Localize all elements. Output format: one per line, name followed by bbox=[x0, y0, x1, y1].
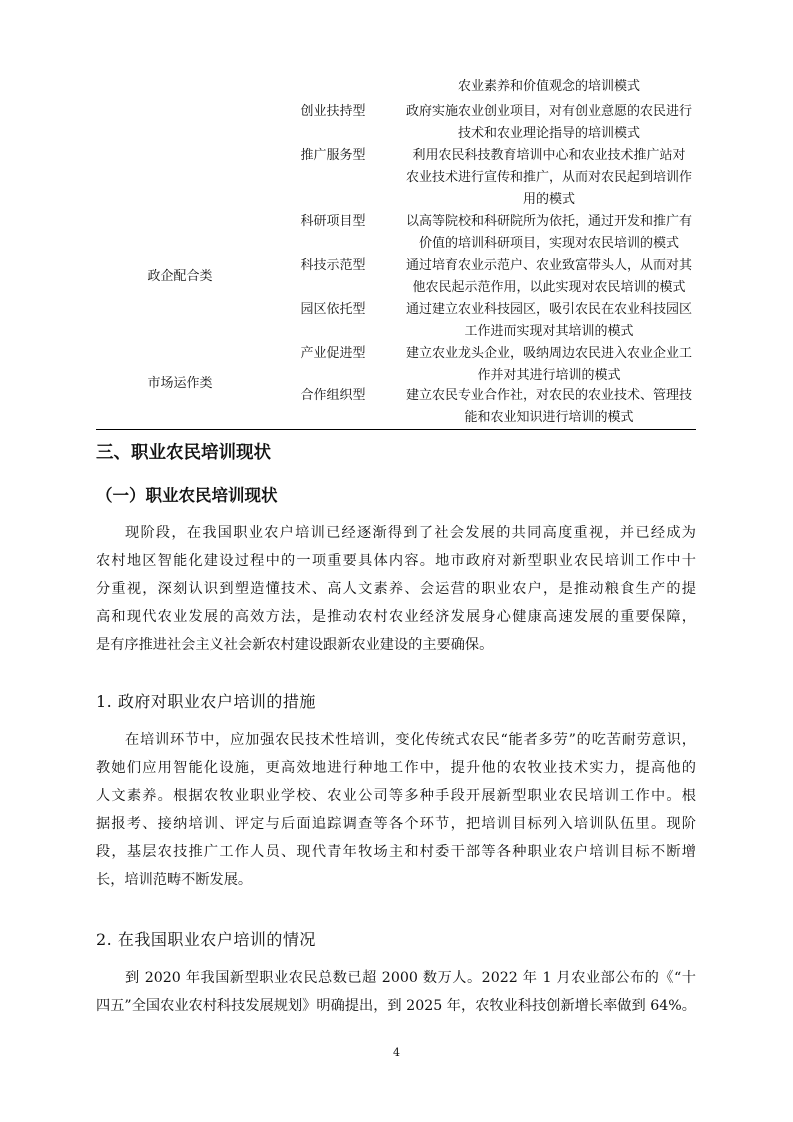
page-number: 4 bbox=[393, 1046, 400, 1059]
table-desc-cell: 建立农民专业合作社，对农民的农业技术、管理技 能和农业知识进行培训的模式 bbox=[405, 388, 692, 425]
table-type-cell: 推广服务型 bbox=[300, 148, 366, 163]
table-desc-cell: 以高等院校和科研院所为依托，通过开发和推广有 价值的培训科研项目，实现对农民培训的模式 bbox=[405, 214, 692, 251]
table-type-cell: 科研项目型 bbox=[300, 214, 366, 229]
table-type-cell: 产业促进型 bbox=[300, 346, 366, 361]
paragraph-measures: 在培训环节中，应加强农民技术性培训，变化传统式农民“能者多劳”的吃苦耐劳意识， 教她们应用智能化设施，更高效地进行种地工作中，提升他的农牧业技术实力，提高他的 人文素养。根据农牧业职业学校、农业公司等多种手段开展新型职业农民培训工作中。根 据报考、接纳培训、评定与后面追踪调查等各个环节，把培训目标列入培训队伍里。现阶 段，基层农技推广工作人员、现代青年牧场主和村委干部等各种职业农户培训目标不断增 长，培训范畴不断发展。 bbox=[96, 732, 696, 888]
section-heading: 三、职业农民培训现状 bbox=[96, 443, 271, 463]
table-type-cell: 园区依托型 bbox=[300, 302, 366, 317]
table-category-cell: 市场运作类 bbox=[147, 376, 213, 391]
paragraph-intro: 现阶段，在我国职业农户培训已经逐渐得到了社会发展的共同高度重视，并已经成为 农村地区智能化建设过程中的一项重要具体内容。地市政府对新型职业农民培训工作中十 分重视，深刻认识到塑造懂技术、高人文素养、会运营的职业农户，是推动粮食生产的提 高和现代农业发展的高效方法，是推动农村农业经济发展身心健康高速发展的重要保障， 是有序推进社会主义社会新农村建设跟新农业建设的主要确保。 bbox=[96, 525, 696, 653]
table-desc-cell: 通过建立农业科技园区，吸引农民在农业科技园区 工作进而实现对其培训的模式 bbox=[405, 302, 692, 339]
paragraph-situation: 到 2020 年我国新型职业农民总数已超 2000 数万人。2022 年 1 月农业部公布的《“十 四五”全国农业农村科技发展规划》明确提出，到 2025 年，农牧业科技创新增长率做到 64%。 bbox=[96, 970, 696, 1014]
table-desc-cell: 利用农民科技教育培训中心和农业技术推广站对 农业技术进行宣传和推广，从而对农民起到培训作 用的模式 bbox=[405, 148, 692, 207]
subsection-heading: （一）职业农民培训现状 bbox=[96, 486, 278, 505]
heading-situation: 2. 在我国职业农户培训的情况 bbox=[96, 930, 316, 949]
table-desc-partial: 农业素养和价值观念的培训模式 bbox=[457, 79, 640, 94]
table-bottom-rule bbox=[96, 429, 696, 430]
table-desc-cell: 政府实施农业创业项目，对有创业意愿的农民进行 技术和农业理论指导的培训模式 bbox=[405, 104, 692, 141]
table-type-cell: 科技示范型 bbox=[300, 258, 366, 273]
heading-measures: 1. 政府对职业农户培训的措施 bbox=[96, 692, 316, 711]
table-type-cell: 合作组织型 bbox=[300, 388, 366, 403]
table-desc-cell: 通过培育农业示范户、农业致富带头人，从而对其 他农民起示范作用，以此实现对农民培训的模式 bbox=[405, 258, 692, 295]
table-desc-cell: 建立农业龙头企业，吸纳周边农民进入农业企业工 作并对其进行培训的模式 bbox=[405, 346, 692, 383]
table-category-cell: 政企配合类 bbox=[147, 269, 213, 284]
table-type-cell: 创业扶持型 bbox=[300, 104, 366, 119]
